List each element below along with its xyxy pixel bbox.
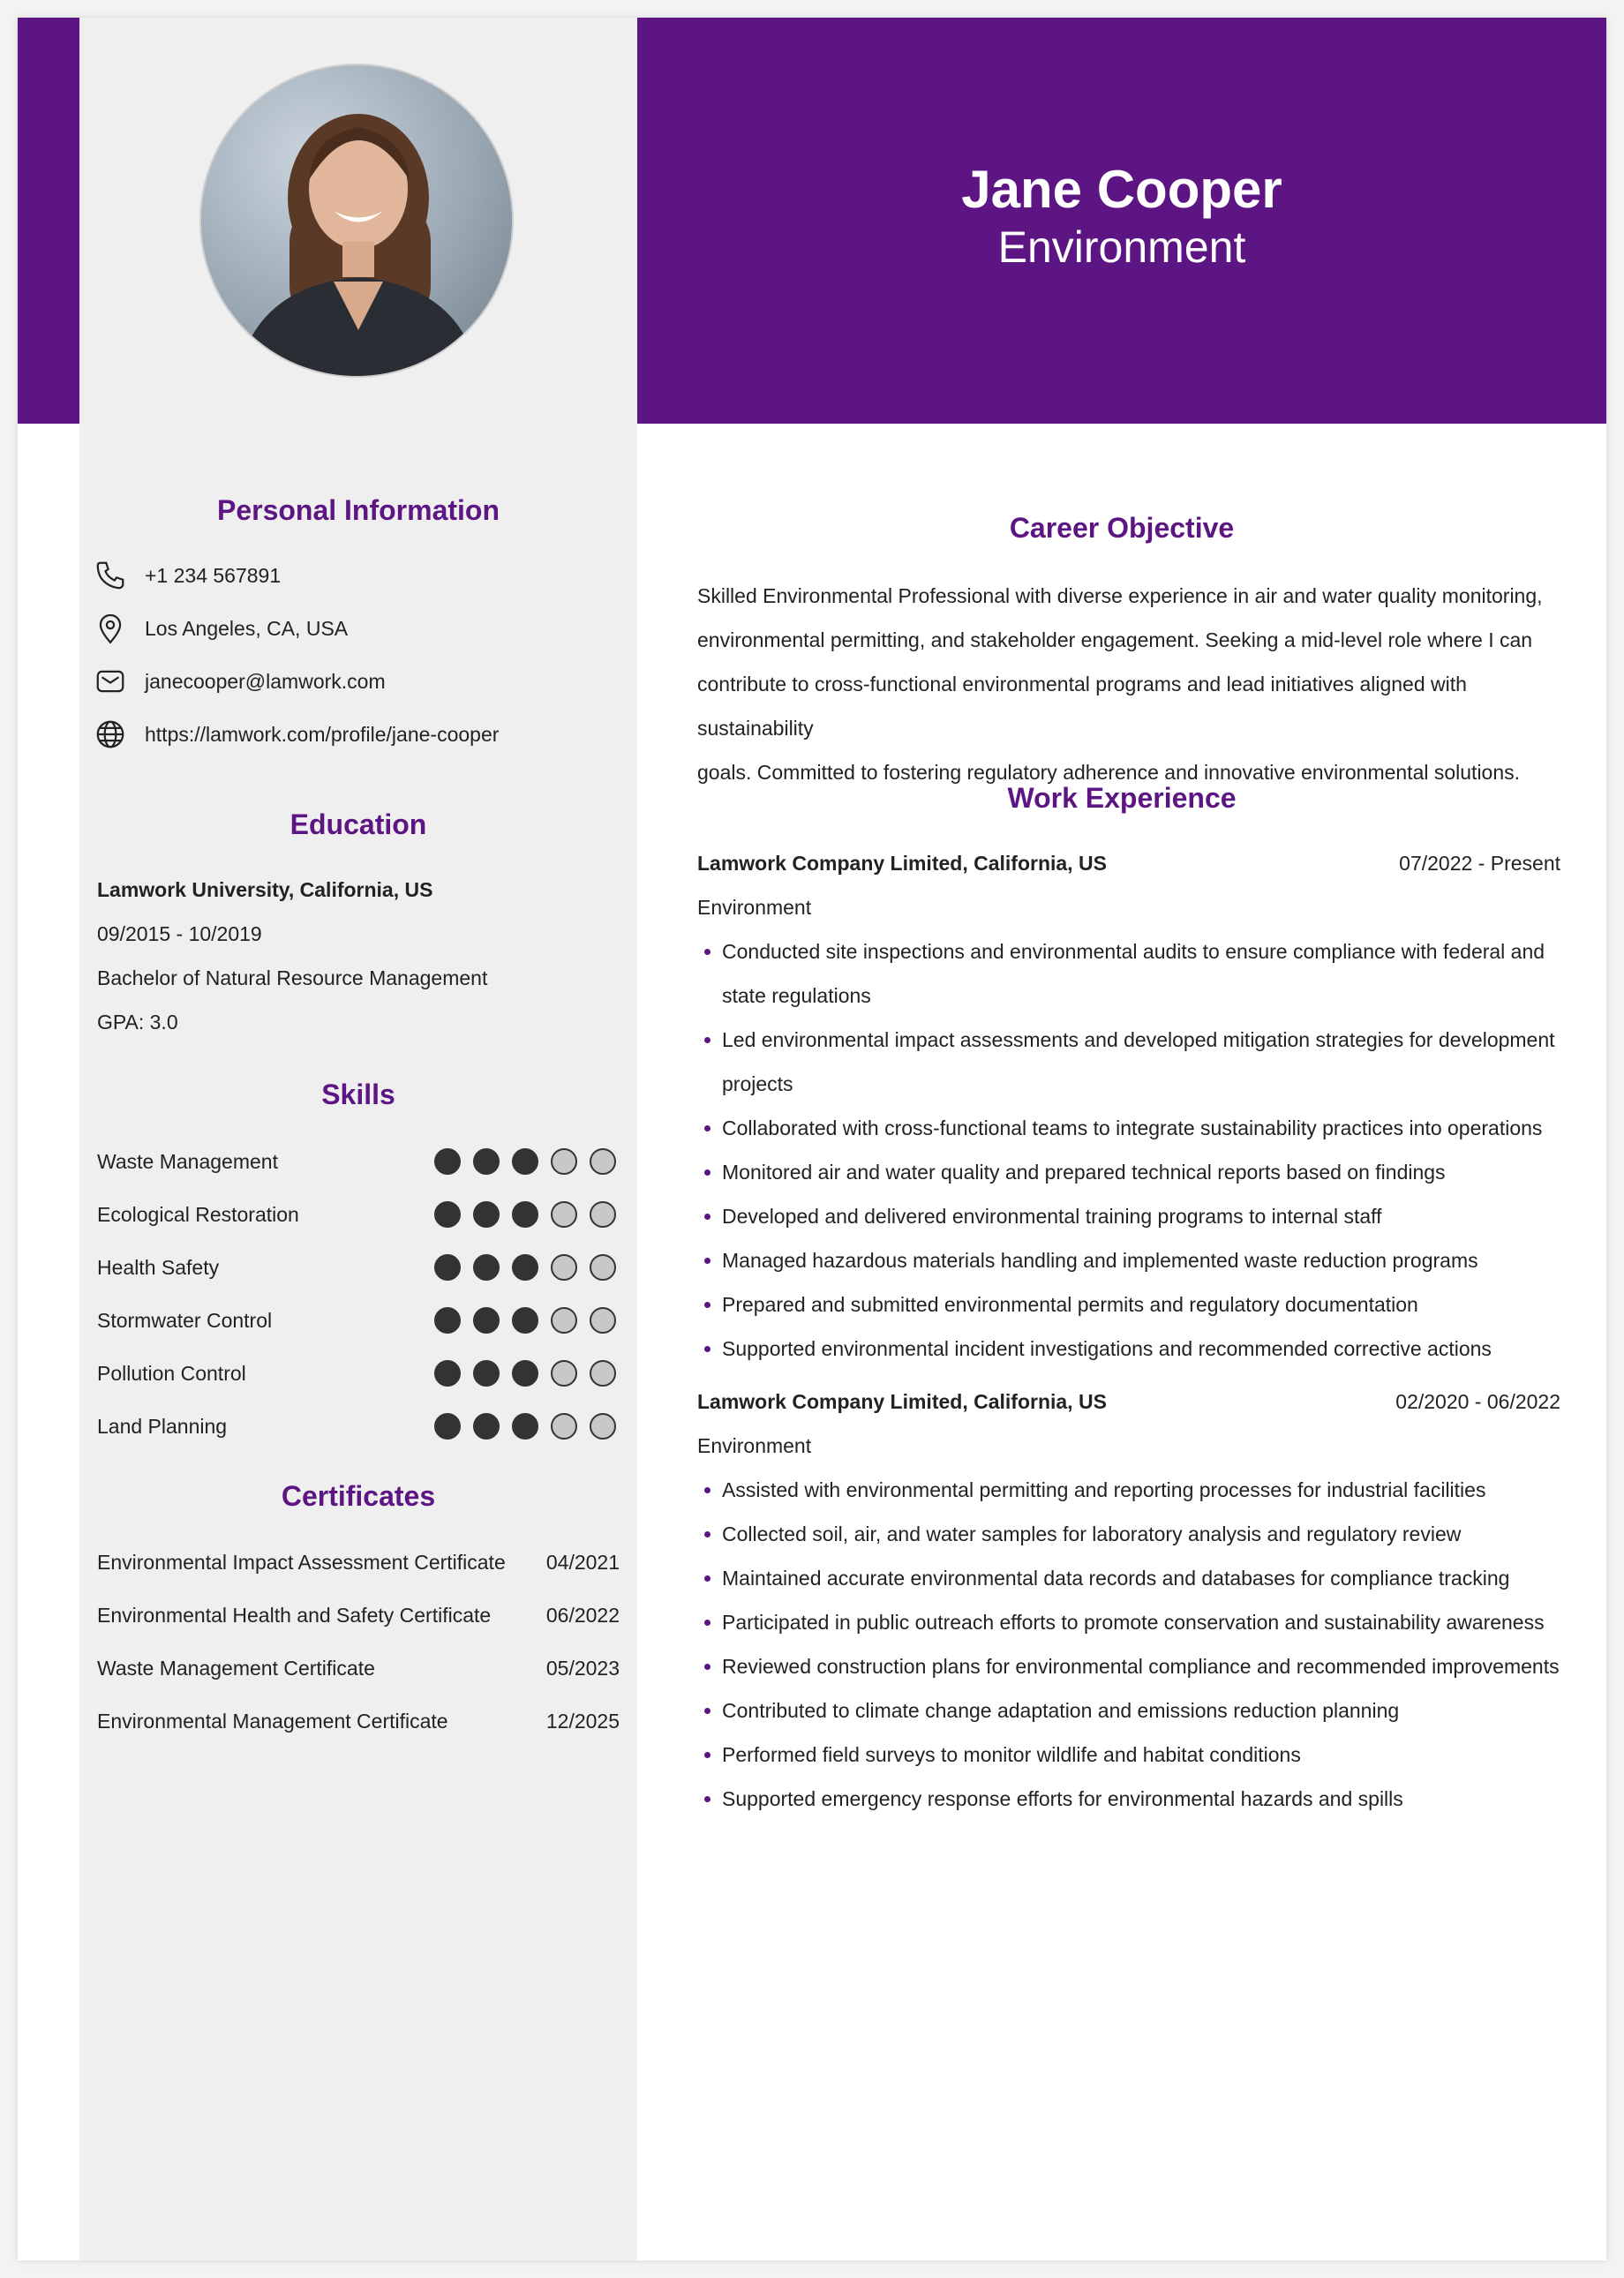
rating-dot-empty (551, 1413, 577, 1440)
certificate-date: 12/2025 (545, 1710, 620, 1733)
profile-photo (199, 64, 514, 378)
job-company: Lamwork Company Limited, California, US (697, 852, 1107, 875)
job-title: Environment (697, 1434, 812, 1457)
job-company: Lamwork Company Limited, California, US (697, 1390, 1107, 1413)
skill-rating (422, 1307, 616, 1334)
contact-email (94, 664, 386, 699)
education-gpa: GPA: 3.0 (97, 1011, 178, 1034)
certificate-date: 04/2021 (545, 1551, 620, 1574)
rating-dot-empty (551, 1254, 577, 1281)
education-title: Education (289, 808, 427, 840)
education-dates: 09/2015 - 10/2019 (97, 922, 262, 945)
rating-dot-empty (551, 1307, 577, 1334)
email-text[interactable]: janecooper@lamwork.com (145, 669, 386, 693)
skill-rating (422, 1254, 616, 1281)
rating-dot-filled (473, 1413, 500, 1440)
work-experience-title: Work Experience (1007, 782, 1237, 814)
rating-dot-filled (473, 1360, 500, 1387)
certificate-name: Environmental Health and Safety Certificate (97, 1604, 492, 1627)
rating-dot-filled (512, 1148, 538, 1175)
job-bullet: Led environmental impact assessments and developed mitigation strategies for development projects (697, 1018, 1560, 1106)
job-bullet: Developed and delivered environmental training programs to internal staff (697, 1194, 1560, 1238)
certificate-name: Waste Management Certificate (97, 1657, 375, 1680)
candidate-name: Jane Cooper (961, 160, 1282, 219)
rating-dot-filled (512, 1254, 538, 1281)
job-bullet: Conducted site inspections and environmental audits to ensure compliance with federal and state regulations (697, 929, 1560, 1018)
rating-dot-filled (473, 1201, 500, 1228)
header-text (637, 159, 1606, 274)
certificate-row (97, 1657, 620, 1680)
skill-rating (422, 1201, 616, 1228)
website-text[interactable]: https://lamwork.com/profile/jane-cooper (145, 722, 500, 746)
rating-dot-empty (590, 1254, 616, 1281)
job-bullet: Supported emergency response efforts for environmental hazards and spills (697, 1777, 1560, 1821)
globe-icon (94, 718, 127, 751)
rating-dot-filled (473, 1254, 500, 1281)
phone-text: +1 234 567891 (145, 563, 282, 587)
personal-info-title: Personal Information (216, 494, 500, 526)
rating-dot-filled (473, 1307, 500, 1334)
rating-dot-filled (434, 1413, 461, 1440)
rating-dot-filled (434, 1148, 461, 1175)
skill-name: Health Safety (97, 1255, 220, 1279)
rating-dot-filled (512, 1201, 538, 1228)
location-pin-icon (94, 612, 127, 645)
job-bullet: Performed field surveys to monitor wildlife and habitat conditions (697, 1733, 1560, 1777)
objective-line: contribute to cross-functional environmental programs and lead initiatives aligned with sustainability (697, 673, 1467, 740)
skill-row (97, 1250, 616, 1285)
rating-dot-filled (473, 1148, 500, 1175)
certificate-name: Environmental Impact Assessment Certificate (97, 1551, 506, 1574)
job-bullet: Prepared and submitted environmental permits and regulatory documentation (697, 1282, 1560, 1327)
header-band-left (18, 18, 79, 424)
rating-dot-filled (512, 1413, 538, 1440)
mail-icon (94, 665, 127, 698)
skill-name: Land Planning (97, 1414, 228, 1438)
skill-row (97, 1409, 616, 1444)
job-bullets (697, 929, 1560, 1371)
rating-dot-empty (590, 1360, 616, 1387)
job-bullet: Collaborated with cross-functional teams to integrate sustainability practices into operations (697, 1106, 1560, 1150)
certificate-date: 06/2022 (545, 1604, 620, 1627)
candidate-role: Environment (997, 222, 1246, 272)
resume-page (18, 18, 1606, 2260)
objective-line: Skilled Environmental Professional with diverse experience in air and water quality monitoring, (697, 584, 1543, 607)
skill-name: Waste Management (97, 1149, 278, 1173)
rating-dot-empty (590, 1413, 616, 1440)
rating-dot-filled (434, 1201, 461, 1228)
skill-row (97, 1197, 616, 1232)
certificate-name: Environmental Management Certificate (97, 1710, 448, 1733)
skill-rating (422, 1148, 616, 1175)
rating-dot-empty (590, 1148, 616, 1175)
rating-dot-empty (590, 1201, 616, 1228)
skill-name: Pollution Control (97, 1361, 246, 1385)
rating-dot-empty (551, 1360, 577, 1387)
skill-row (97, 1303, 616, 1338)
job-bullet: Assisted with environmental permitting and reporting processes for industrial facilities (697, 1468, 1560, 1512)
job-bullets (697, 1468, 1560, 1821)
certificate-row (97, 1604, 620, 1628)
job-dates: 07/2022 - Present (1399, 852, 1560, 875)
job-bullet: Collected soil, air, and water samples for laboratory analysis and regulatory review (697, 1512, 1560, 1556)
job-header (697, 852, 1560, 876)
job-bullet: Monitored air and water quality and prepared technical reports based on findings (697, 1150, 1560, 1194)
education-degree: Bachelor of Natural Resource Management (97, 966, 488, 989)
rating-dot-empty (551, 1148, 577, 1175)
job-bullet: Supported environmental incident investigations and recommended corrective actions (697, 1327, 1560, 1371)
location-text: Los Angeles, CA, USA (145, 616, 349, 640)
objective-line: goals. Committed to fostering regulatory adherence and innovative environmental solutions. (697, 761, 1521, 784)
job-dates: 02/2020 - 06/2022 (1395, 1390, 1560, 1413)
contact-website (94, 717, 499, 752)
education-school: Lamwork University, California, US (97, 878, 433, 901)
rating-dot-empty (551, 1201, 577, 1228)
job-bullet: Contributed to climate change adaptation and emissions reduction planning (697, 1688, 1560, 1733)
career-objective-text (697, 574, 1560, 794)
rating-dot-filled (434, 1254, 461, 1281)
contact-location (94, 611, 348, 646)
skill-rating (422, 1360, 616, 1387)
career-objective-title: Career Objective (1009, 512, 1235, 544)
contact-phone (94, 558, 281, 593)
skill-name: Ecological Restoration (97, 1202, 299, 1226)
certificate-row (97, 1710, 620, 1733)
job-bullet: Reviewed construction plans for environmental compliance and recommended improvements (697, 1644, 1560, 1688)
skill-name: Stormwater Control (97, 1308, 273, 1332)
phone-icon (94, 559, 127, 592)
rating-dot-empty (590, 1307, 616, 1334)
certificate-date: 05/2023 (545, 1657, 620, 1680)
job-header (697, 1390, 1560, 1414)
skill-rating (422, 1413, 616, 1440)
job-bullet: Maintained accurate environmental data records and databases for compliance tracking (697, 1556, 1560, 1600)
job-bullet: Participated in public outreach efforts to promote conservation and sustainability awareness (697, 1600, 1560, 1644)
job-title: Environment (697, 896, 812, 919)
rating-dot-filled (434, 1360, 461, 1387)
job-bullet: Managed hazardous materials handling and implemented waste reduction programs (697, 1238, 1560, 1282)
rating-dot-filled (434, 1307, 461, 1334)
certificate-row (97, 1551, 620, 1575)
rating-dot-filled (512, 1307, 538, 1334)
rating-dot-filled (512, 1360, 538, 1387)
skills-title: Skills (321, 1079, 395, 1110)
skill-row (97, 1356, 616, 1391)
skill-row (97, 1144, 616, 1179)
certificates-title: Certificates (281, 1480, 436, 1512)
objective-line: environmental permitting, and stakeholder engagement. Seeking a mid-level role where I can (697, 628, 1533, 651)
